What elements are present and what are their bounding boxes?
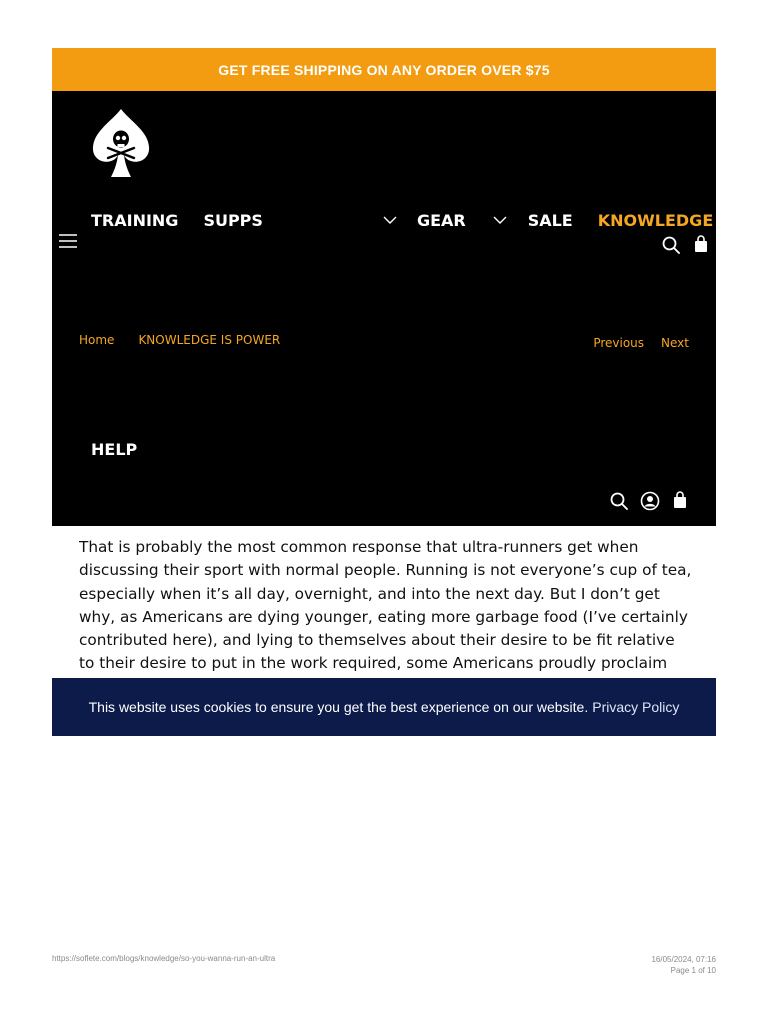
print-footer-datetime: 16/05/2024, 07:16 (651, 955, 716, 964)
main-nav (91, 209, 713, 231)
nav-gear[interactable]: GEAR (416, 210, 466, 230)
breadcrumb-home[interactable]: Home (79, 333, 115, 347)
article-pager (593, 336, 689, 350)
site-header (52, 91, 716, 526)
nav-help[interactable]: HELP (91, 440, 138, 459)
account-icon[interactable] (640, 491, 660, 511)
privacy-policy-link[interactable]: Privacy Policy (592, 699, 680, 715)
promo-text: GET FREE SHIPPING ON ANY ORDER OVER $75 (218, 61, 550, 78)
cookie-message: This website uses cookies to ensure you get the best experience on our website. (88, 699, 589, 715)
spade-skull-crossbones-icon[interactable] (90, 107, 152, 179)
promo-banner[interactable] (52, 48, 716, 91)
gear-chevron-down-icon[interactable] (493, 213, 507, 227)
previous-link[interactable]: Previous (593, 336, 645, 350)
search-icon[interactable] (662, 236, 680, 254)
supps-chevron-down-icon[interactable] (383, 213, 397, 227)
nav-sale[interactable]: SALE (527, 210, 573, 230)
cart-icon[interactable] (692, 235, 710, 253)
next-link[interactable]: Next (661, 336, 689, 350)
print-footer-meta (651, 954, 716, 976)
nav-supps[interactable]: SUPPS (203, 210, 263, 230)
nav-knowledge[interactable]: KNOWLEDGE (597, 210, 714, 230)
breadcrumb (79, 333, 280, 347)
cart-icon[interactable] (671, 491, 689, 509)
nav-training[interactable]: TRAINING (91, 210, 179, 230)
print-footer-page: Page 1 of 10 (670, 966, 716, 975)
breadcrumb-section[interactable]: KNOWLEDGE IS POWER (138, 333, 281, 347)
cookie-banner (52, 678, 716, 736)
print-footer-url: https://soflete.com/blogs/knowledge/so-you-wanna-run-an-ultra (52, 954, 276, 963)
search-icon[interactable] (610, 492, 628, 510)
article-body: That is probably the most common response that ultra-runners get when discussing their sport with normal people. Running is not everyone’s cup of tea, especially when it’s all day, overnight, and into the next day. But I don’t get why, as Americans are dying younger, eating more garbage food (I’ve certainly contributed here), and lying to themselves about their desire to be fit relative to their desire to put in the work required, some Americans proudly proclaim (79, 538, 692, 673)
menu-icon[interactable] (58, 233, 78, 249)
